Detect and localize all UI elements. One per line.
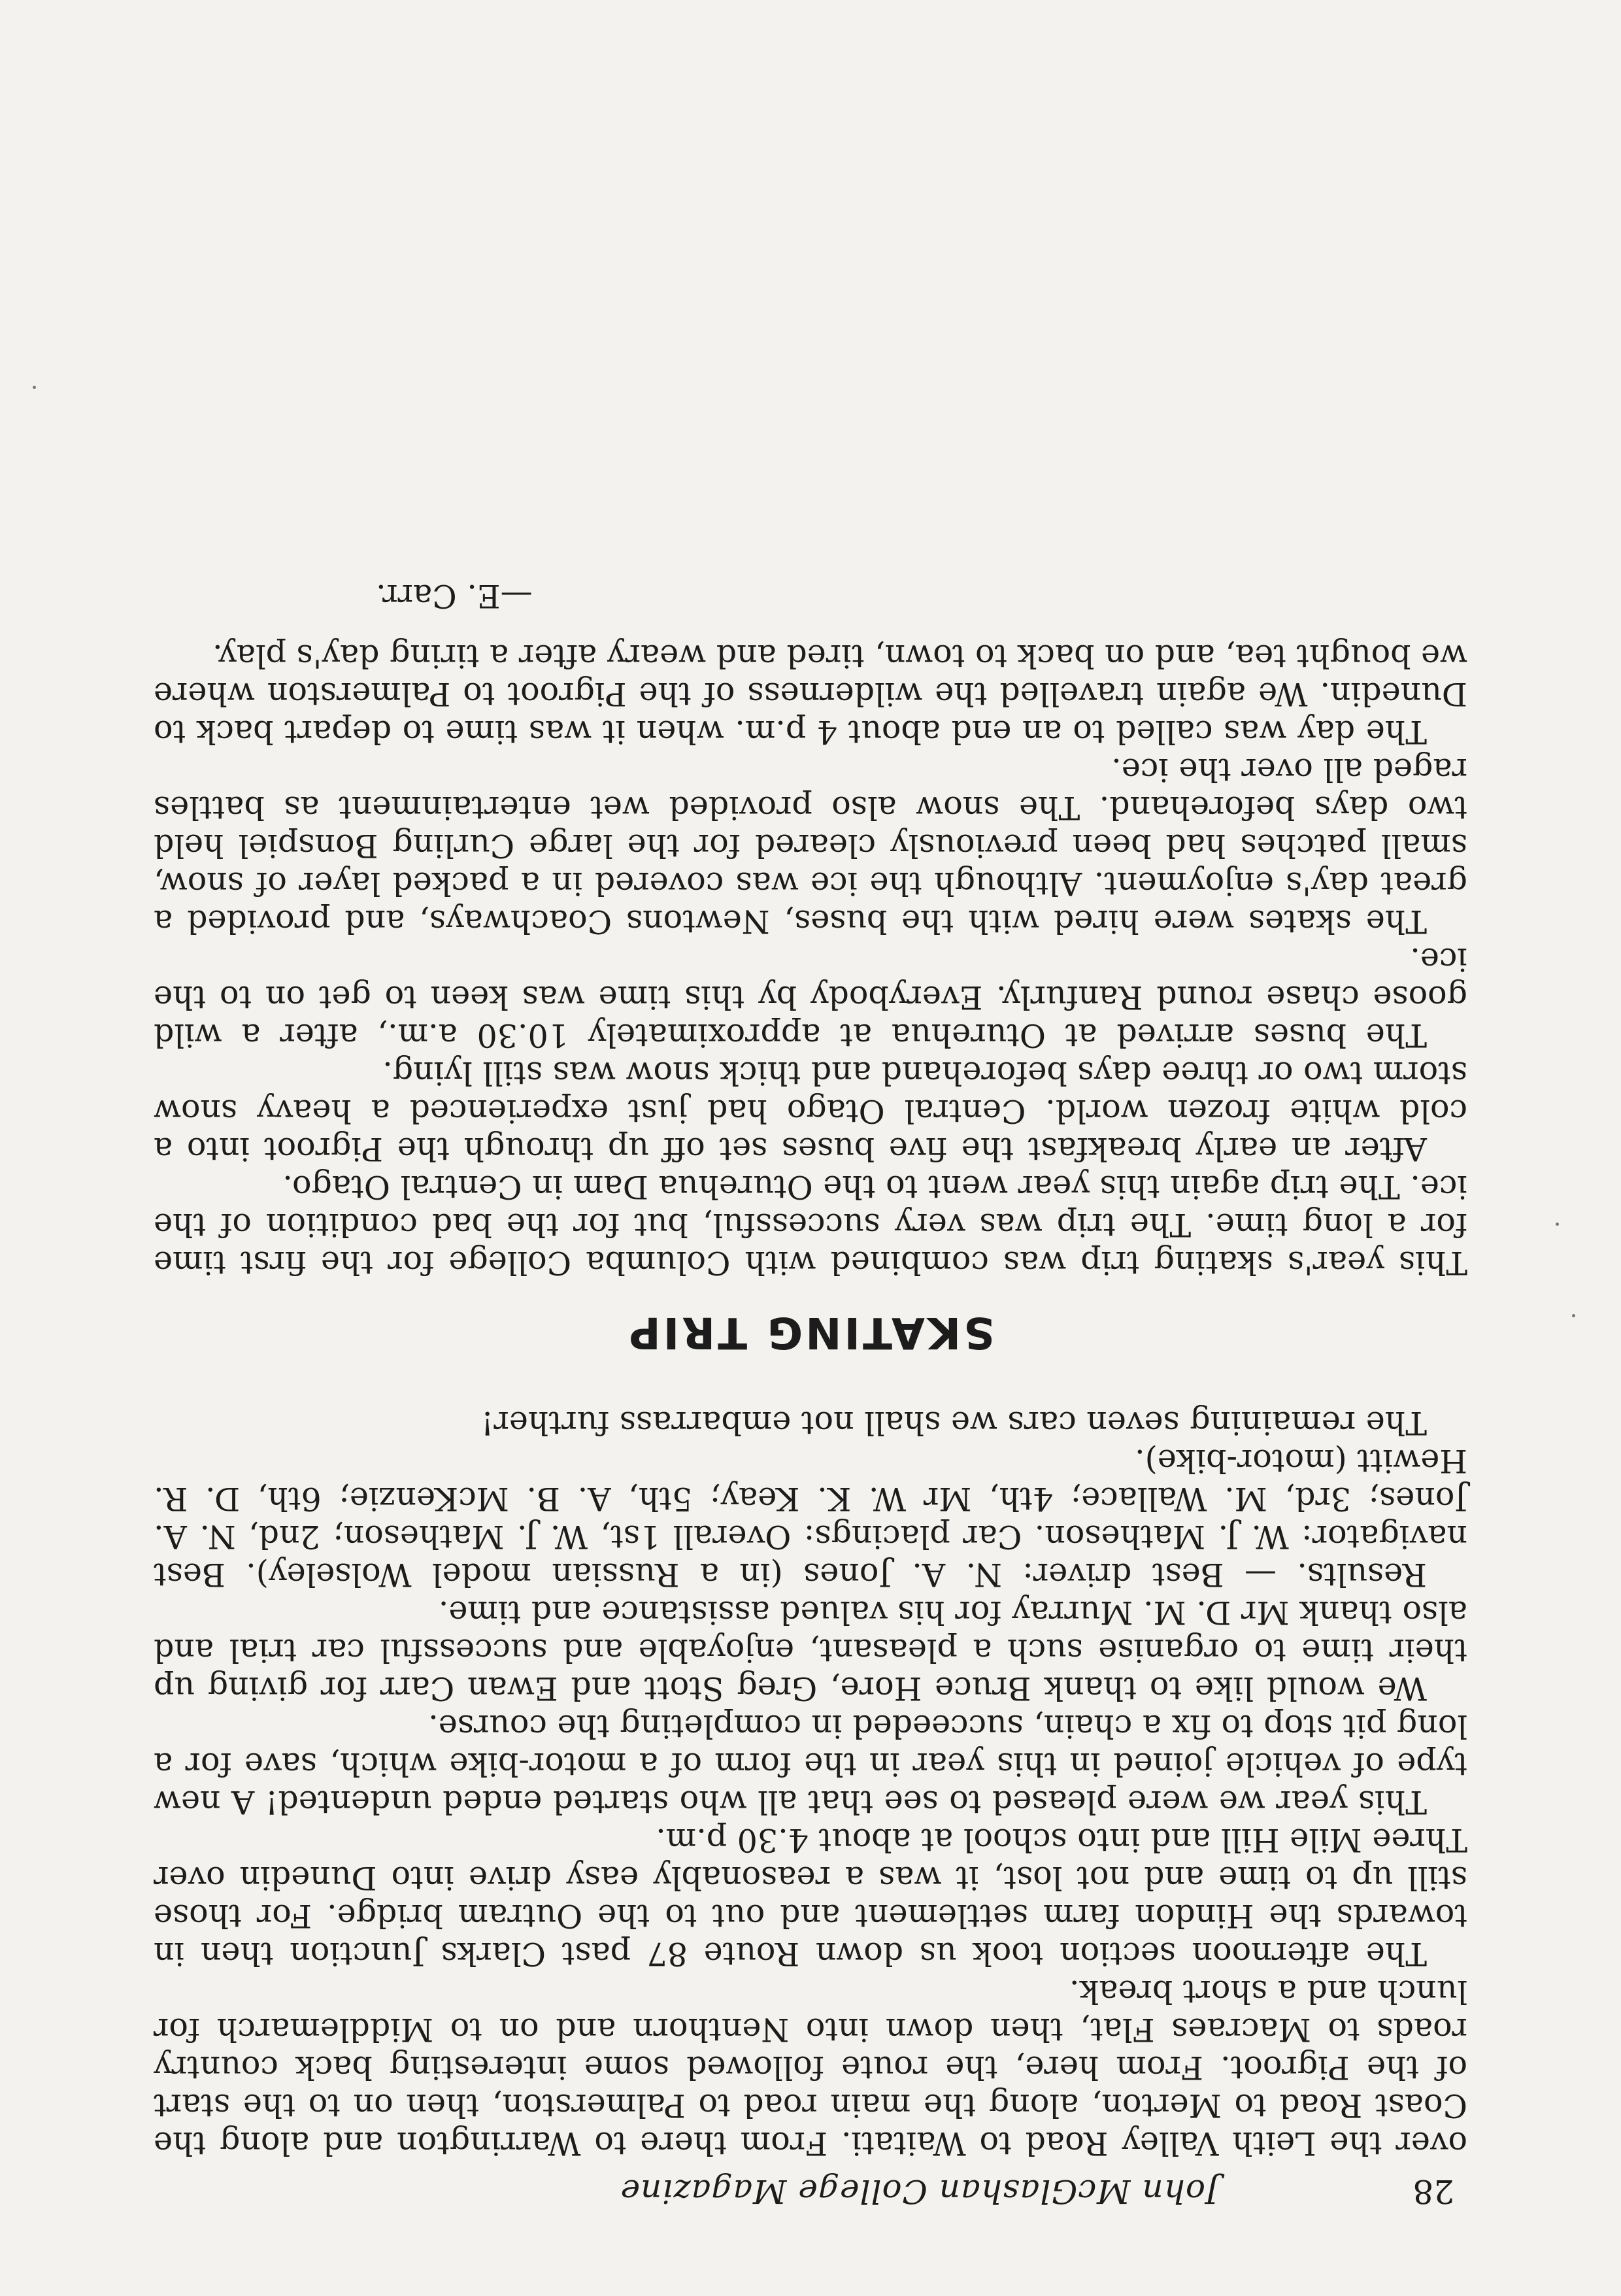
scan-speck (1556, 1223, 1559, 1226)
scan-speck (1572, 1314, 1575, 1317)
magazine-title: John McGlashan College Magazine (620, 2172, 1219, 2210)
paragraph: The skates were hired with the buses, Newtons Coachways, and provided a great day's enjoyment. Although the ice was covered in a packed layer of snow, small patches had been previously cleared for the large Curling Bonspiel held two days beforehand. The snow also provided wet entertainment as battles raged all over the ice. (154, 751, 1467, 940)
page-column (154, 577, 1467, 2221)
running-head (154, 2162, 1467, 2221)
paragraph: This year's skating trip was combined with Columba College for the first time for a long time. The trip was very successful, but for the bad condition of the ice. The trip again this year went to the Oturehua Dam in Central Otago. (154, 1168, 1467, 1281)
paragraph: over the Leith Valley Road to Waitati. From there to Warrington and along the Coast Road to Merton, along the main road to Palmerston, then on to the start of the Pigroot. From here, the route followed some interesting back country roads to Macraes Flat, then down into Nenthorn and on to Middlemarch for lunch and a short break. (154, 1973, 1467, 2162)
skating-trip-heading: SKATING TRIP (626, 1308, 995, 1358)
paragraph: This year we were pleased to see that all who started ended undented! A new type of vehicle joined in this year in the form of a motor-bike which, save for a long pit stop to fix a chain, succeeded in completing the course. (154, 1708, 1467, 1821)
paragraph: The afternoon section took us down Route 87 past Clarks Junction then in towards the Hindon farm settlement and out to the Outram bridge. For those still up to time and not lost, it was a reasonably easy drive into Dunedin over Three Mile Hill and into school at about 4.30 p.m. (154, 1821, 1467, 1972)
skating-trip-article (154, 577, 1467, 1281)
page-number: 28 (1412, 2172, 1454, 2210)
scan-speck (33, 386, 36, 389)
paragraph: The buses arrived at Oturehua at approximately 10.30 a.m., after a wild goose chase round Ranfurly. Everybody by this time was keen to get on to the ice. (154, 941, 1467, 1054)
paragraph: After an early breakfast the five buses set off up through the Pigroot into a cold white frozen world. Central Otago had just experienced a heavy snow storm two or three days beforehand and thick snow was still lying. (154, 1055, 1467, 1168)
paragraph: We would like to thank Bruce Hore, Greg Stott and Ewan Carr for giving up their time to organise such a pleasant, enjoyable and successful car trial and also thank Mr D. M. Murray for his valued assistance and time. (154, 1594, 1467, 1707)
paragraph: The remaining seven cars we shall not embarrass further! (480, 1404, 1427, 1442)
author-signature: —E. Carr. (376, 577, 533, 615)
car-trial-article (154, 1404, 1467, 2162)
paragraph: The day was called to an end about 4 p.m. when it was time to depart back to Dunedin. We again travelled the wilderness of the Pigroot to Palmerston where we bought tea, and on back to town, tired and weary after a tiring day's play. (154, 637, 1467, 751)
paragraph: Results. — Best driver: N. A. Jones (in a Russian model Wolseley). Best navigator: W. J. Matheson. Car placings: Overall 1st, W. J. Matheson; 2nd, N. A. Jones; 3rd, M. Wallace; 4th, Mr W. K. Keay; 5th, A. B. McKenzie; 6th, D. R. Hewitt (motor-bike). (154, 1442, 1467, 1593)
